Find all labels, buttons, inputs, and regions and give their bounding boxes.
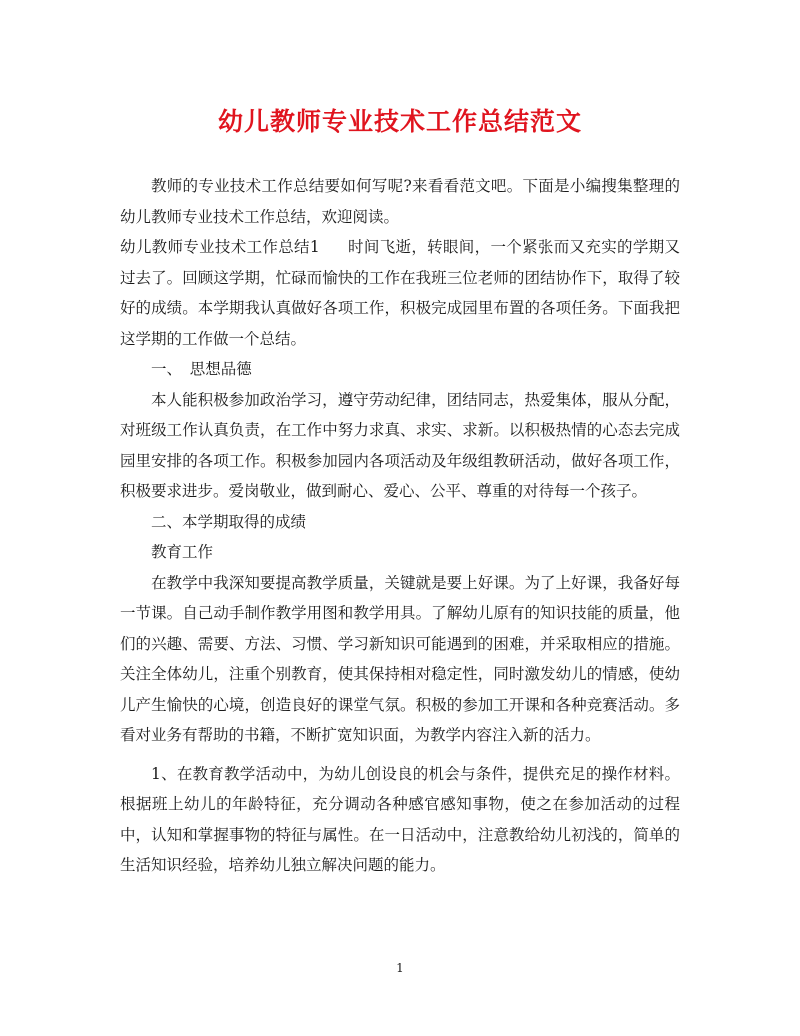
section-label: 幼儿教师专业技术工作总结1	[120, 238, 320, 256]
section-intro-text: 时间飞逝，转眼间，一个紧张而又充实的学期又过去了。回顾这学期，忙碌而愉快的工作在我班三位老师的团结协作下，取得了较好的成绩。本学期我认真做好各项工作，积极完成园里布置的各项任务。下面我把这学期的工作做一个总结。	[120, 238, 680, 348]
moral-character-paragraph: 本人能积极参加政治学习，遵守劳动纪律，团结同志，热爱集体，服从分配，对班级工作认真负责，在工作中努力求真、求实、求新。以积极热情的心态去完成园里安排的各项工作。积极参加园内各项活动及年级组教研活动，做好各项工作，积极要求进步。爱岗敬业，做到耐心、爱心、公平、尊重的对待每一个孩子。	[120, 390, 680, 500]
document-body	[120, 171, 680, 881]
education-work-paragraph: 在教学中我深知要提高教学质量，关键就是要上好课。为了上好课，我备好每一节课。自己动手制作教学用图和教学用具。了解幼儿原有的知识技能的质量，他们的兴趣、需要、方法、习惯、学习新知识可能遇到的困难，并采取相应的措施。关注全体幼儿，注重个别教育，使其保持相对稳定性，同时激发幼儿的情感，使幼儿产生愉快的心境，创造良好的课堂气氛。积极的参加工开课和各种竞赛活动。多看对业务有帮助的书籍，不断扩宽知识面，为教学内容注入新的活力。	[120, 573, 680, 744]
section-intro-paragraph	[120, 232, 680, 354]
page-number: 1	[396, 961, 404, 975]
heading-moral-character: 一、 思想品德	[151, 360, 252, 378]
teaching-activities-paragraph: 1、在教育教学活动中，为幼儿创设良的机会与条件，提供充足的操作材料。根据班上幼儿的年龄特征，充分调动各种感官感知事物，使之在参加活动的过程中，认知和掌握事物的特征与属性。在一日活动中，注意教给幼儿初浅的，简单的生活知识经验，培养幼儿独立解决问题的能力。	[120, 764, 680, 874]
heading-education-work: 教育工作	[151, 543, 214, 561]
document-title: 幼儿教师专业技术工作总结范文	[217, 107, 582, 136]
heading-achievements: 二、本学期取得的成绩	[151, 512, 307, 531]
intro-paragraph: 教师的专业技术工作总结要如何写呢?来看看范文吧。下面是小编搜集整理的幼儿教师专业技术工作总结，欢迎阅读。	[120, 177, 680, 226]
